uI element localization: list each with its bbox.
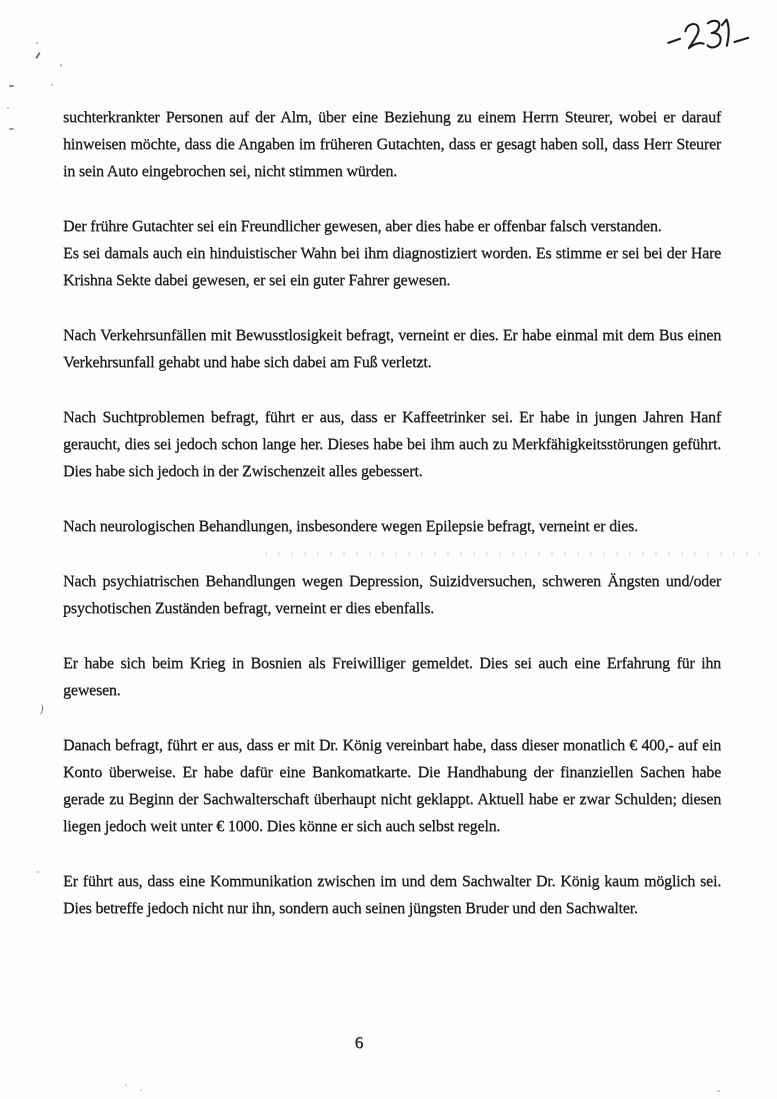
scan-speck [125, 1084, 127, 1086]
scan-speck [140, 1089, 142, 1091]
scan-speck [36, 42, 38, 44]
document-body [63, 104, 721, 922]
scan-speck [9, 85, 14, 87]
scan-speck [9, 128, 14, 130]
paragraph-9: Danach befragt, führt er aus, dass er mit Dr. König vereinbart habe, dass dieser monatlich € 400,- auf ein Konto überweise. Er habe dafür eine Bankomatkarte. Die Handhabung der finanziellen Sachen habe gerade zu Beginn der Sachwalterschaft überhaupt nicht geklappt. Aktuell habe er zwar Schulden; diesen liegen jedoch weit unter € 1000. Dies könne er sich auch selbst regeln. [63, 737, 721, 835]
scan-speck [60, 64, 63, 68]
scan-speck [38, 704, 43, 715]
handwritten-page-number [664, 11, 759, 63]
scan-speck [51, 84, 53, 86]
page-number: 6 [354, 1033, 364, 1052]
scan-smudge [265, 552, 760, 556]
paragraph-8: Er habe sich beim Krieg in Bosnien als Freiwilliger gemeldet. Dies sei auch eine Erfahrung für ihn gewesen. [63, 655, 721, 699]
paragraph-4: Nach Verkehrsunfällen mit Bewusstlosigkeit befragt, verneint er dies. Er habe einmal mit dem Bus einen Verkehrsunfall gehabt und habe sich dabei am Fuß verletzt. [63, 327, 721, 371]
paragraph-2: Der frühre Gutachter sei ein Freundlicher gewesen, aber dies habe er offenbar falsch verstanden. [63, 218, 662, 235]
paragraph-7: Nach psychiatrischen Behandlungen wegen Depression, Suizidversuchen, schweren Ängsten und/oder psychotischen Zuständen befragt, verneint er dies ebenfalls. [63, 573, 721, 617]
paragraph-10: Er führt aus, dass eine Kommunikation zwischen im und dem Sachwalter Dr. König kaum möglich sei. Dies betreffe jedoch nicht nur ihn, sondern auch seinen jüngsten Bruder und den Sachwalter. [63, 873, 721, 917]
paragraph-6: Nach neurologischen Behandlungen, insbesondere wegen Epilepsie befragt, verneint er dies. [63, 518, 638, 535]
paragraph-3: Es sei damals auch ein hinduistischer Wahn bei ihm diagnostiziert worden. Es stimme er sei bei der Hare Krishna Sekte dabei gewesen, er sei ein guter Fahrer gewesen. [63, 245, 721, 289]
handwriting-strokes [664, 11, 759, 63]
scan-speck [35, 52, 40, 59]
scan-speck [7, 107, 9, 109]
scan-speck [717, 1090, 720, 1092]
scan-speck [37, 871, 39, 873]
paragraph-5: Nach Suchtproblemen befragt, führt er aus, dass er Kaffeetrinker sei. Er habe in jungen Jahren Hanf geraucht, dies sei jedoch schon lange her. Dieses habe bei ihm auch zu Merkfähigkeitsstörungen geführt. Dies habe sich jedoch in der Zwischenzeit alles gebessert. [63, 409, 721, 480]
paragraph-1: suchterkrankter Personen auf der Alm, über eine Beziehung zu einem Herrn Steurer, wobei er darauf hinweisen möchte, dass die Angaben im früheren Gutachten, dass er gesagt haben soll, dass Herr Steurer in sein Auto eingebrochen sei, nicht stimmen würden. [63, 109, 721, 180]
